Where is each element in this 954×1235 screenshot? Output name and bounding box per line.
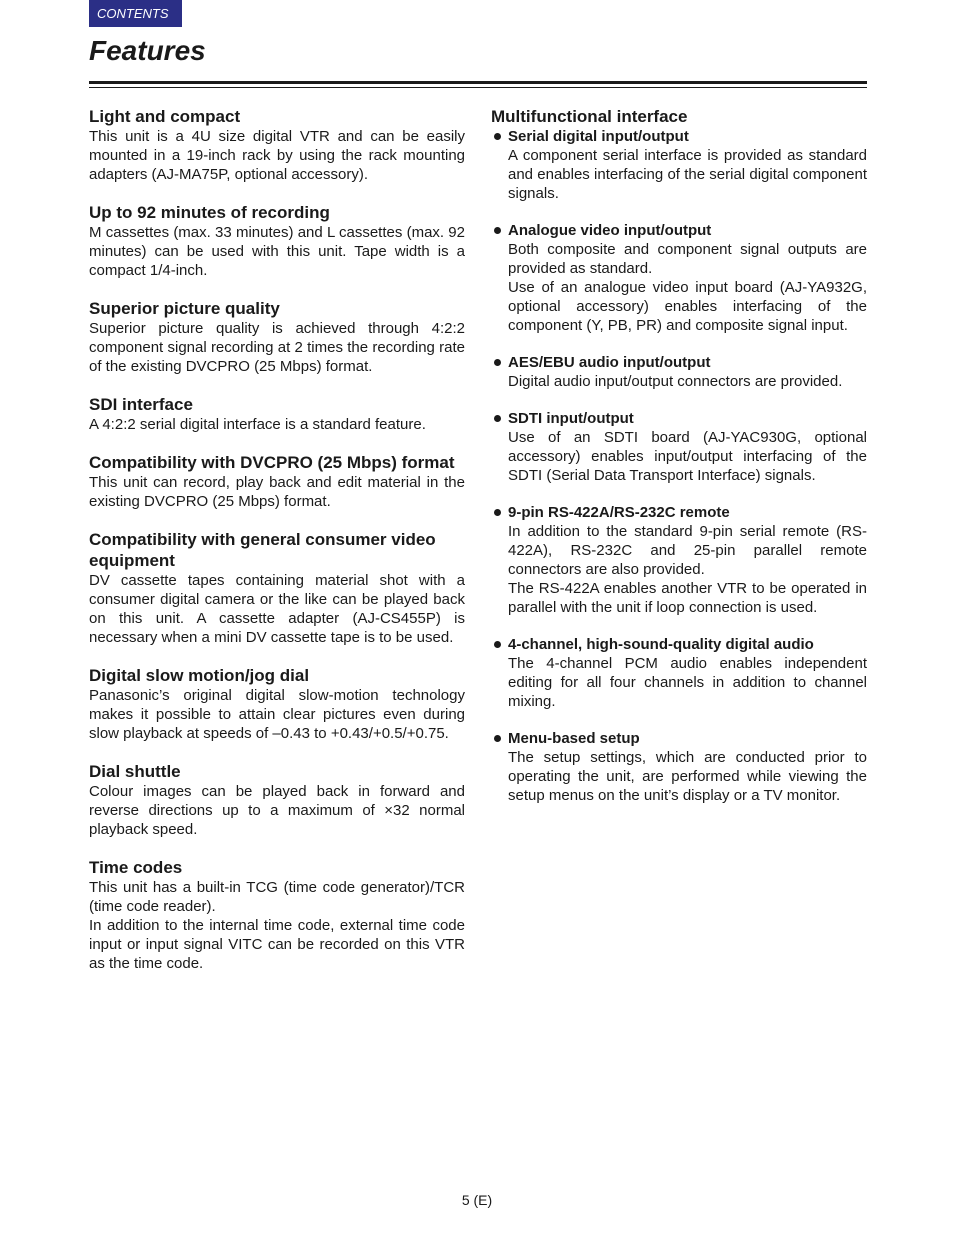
bullet-item bbox=[491, 409, 867, 485]
bullet-title: 9-pin RS-422A/RS-232C remote bbox=[491, 503, 867, 522]
bullet-text: Digital audio input/output connectors are provided. bbox=[508, 373, 843, 390]
bullet-text: Use of an analogue video input board (AJ-YA932G, optional accessory) enables interfacing of the component (Y, PB, PR) and composite signal input. bbox=[508, 279, 867, 334]
section-text: This unit has a built-in TCG (time code generator)/TCR (time code reader). bbox=[89, 879, 465, 915]
feature-section bbox=[89, 452, 465, 511]
bullet-item bbox=[491, 635, 867, 711]
feature-section bbox=[89, 529, 465, 647]
bullet-dot-icon bbox=[494, 227, 501, 234]
section-heading: SDI interface bbox=[89, 395, 193, 414]
bullet-text: The 4-channel PCM audio enables independent editing for all four channels in addition to channel mixing. bbox=[508, 655, 867, 710]
section-text: This unit can record, play back and edit material in the existing DVCPRO (25 Mbps) format. bbox=[89, 474, 465, 510]
section-heading: Superior picture quality bbox=[89, 299, 280, 318]
section-text: Colour images can be played back in forward and reverse directions up to a maximum of ×32 normal playback speed. bbox=[89, 783, 465, 838]
page-title: Features bbox=[89, 35, 206, 66]
feature-section bbox=[89, 761, 465, 839]
section-text: Panasonic’s original digital slow-motion technology makes it possible to attain clear pictures even during slow playback at speeds of –0.43 to +0.43/+0.5/+0.75. bbox=[89, 687, 465, 742]
bullet-item bbox=[491, 221, 867, 335]
bullet-dot-icon bbox=[494, 415, 501, 422]
bullet-item bbox=[491, 127, 867, 203]
bullet-text: Both composite and component signal outputs are provided as standard. bbox=[508, 241, 867, 277]
title-rule-thin bbox=[89, 87, 867, 88]
bullet-dot-icon bbox=[494, 359, 501, 366]
bullet-item bbox=[491, 729, 867, 805]
bullet-text: In addition to the standard 9-pin serial remote (RS-422A), RS-232C and 25-pin parallel remote connectors are also provided. bbox=[508, 523, 867, 578]
bullet-title: AES/EBU audio input/output bbox=[491, 353, 867, 372]
section-heading: Up to 92 minutes of recording bbox=[89, 203, 330, 222]
bullet-text: The RS-422A enables another VTR to be operated in parallel with the unit if loop connection is used. bbox=[508, 580, 867, 616]
bullet-text: Use of an SDTI board (AJ-YAC930G, optional accessory) enables input/output interfacing of the SDTI (Serial Data Transport Interface) signals. bbox=[508, 429, 867, 484]
section-heading: Compatibility with DVCPRO (25 Mbps) format bbox=[89, 453, 455, 472]
left-column bbox=[89, 106, 465, 991]
section-heading: Compatibility with general consumer video equipment bbox=[89, 530, 436, 570]
bullet-text: The setup settings, which are conducted prior to operating the unit, are performed while viewing the setup menus on the unit’s display or a TV monitor. bbox=[508, 749, 867, 804]
feature-section bbox=[89, 106, 465, 184]
bullet-dot-icon bbox=[494, 133, 501, 140]
section-heading: Dial shuttle bbox=[89, 762, 181, 781]
section-heading: Time codes bbox=[89, 858, 183, 877]
bullet-title: Serial digital input/output bbox=[491, 127, 867, 146]
bullet-item bbox=[491, 503, 867, 617]
feature-section bbox=[89, 665, 465, 743]
feature-section bbox=[89, 202, 465, 280]
right-column bbox=[491, 106, 867, 823]
feature-section bbox=[89, 298, 465, 376]
bullet-dot-icon bbox=[494, 641, 501, 648]
title-rule-thick bbox=[89, 81, 867, 84]
bullet-dot-icon bbox=[494, 509, 501, 516]
contents-link[interactable]: CONTENTS bbox=[89, 0, 182, 27]
bullet-title: Analogue video input/output bbox=[491, 221, 867, 240]
page-number: 5 (E) bbox=[461, 1192, 493, 1208]
section-text: In addition to the internal time code, external time code input or input signal VITC can be recorded on this VTR as the time code. bbox=[89, 917, 465, 972]
bullet-title: 4-channel, high-sound-quality digital audio bbox=[491, 635, 867, 654]
section-heading: Digital slow motion/jog dial bbox=[89, 666, 310, 685]
section-text: A 4:2:2 serial digital interface is a standard feature. bbox=[89, 416, 426, 433]
section-text: Superior picture quality is achieved through 4:2:2 component signal recording at 2 times the recording rate of the existing DVCPRO (25 Mbps) format. bbox=[89, 320, 465, 375]
section-heading: Light and compact bbox=[89, 107, 241, 126]
feature-section bbox=[89, 394, 465, 434]
bullet-text: A component serial interface is provided as standard and enables interfacing of the serial digital component signals. bbox=[508, 147, 867, 202]
bullet-item bbox=[491, 353, 867, 391]
section-text: M cassettes (max. 33 minutes) and L cassettes (max. 92 minutes) can be used with this unit. Tape width is a compact 1/4-inch. bbox=[89, 224, 465, 279]
bullet-title: SDTI input/output bbox=[491, 409, 867, 428]
bullet-title: Menu-based setup bbox=[491, 729, 867, 748]
section-heading: Multifunctional interface bbox=[491, 107, 688, 126]
bullet-dot-icon bbox=[494, 735, 501, 742]
feature-section bbox=[89, 857, 465, 973]
section-text: DV cassette tapes containing material shot with a consumer digital camera or the like can be played back on this unit. A cassette adapter (AJ-CS455P) is necessary when a mini DV cassette tape is to be used. bbox=[89, 572, 465, 646]
section-text: This unit is a 4U size digital VTR and can be easily mounted in a 19-inch rack by using the rack mounting adapters (AJ-MA75P, optional accessory). bbox=[89, 128, 465, 183]
